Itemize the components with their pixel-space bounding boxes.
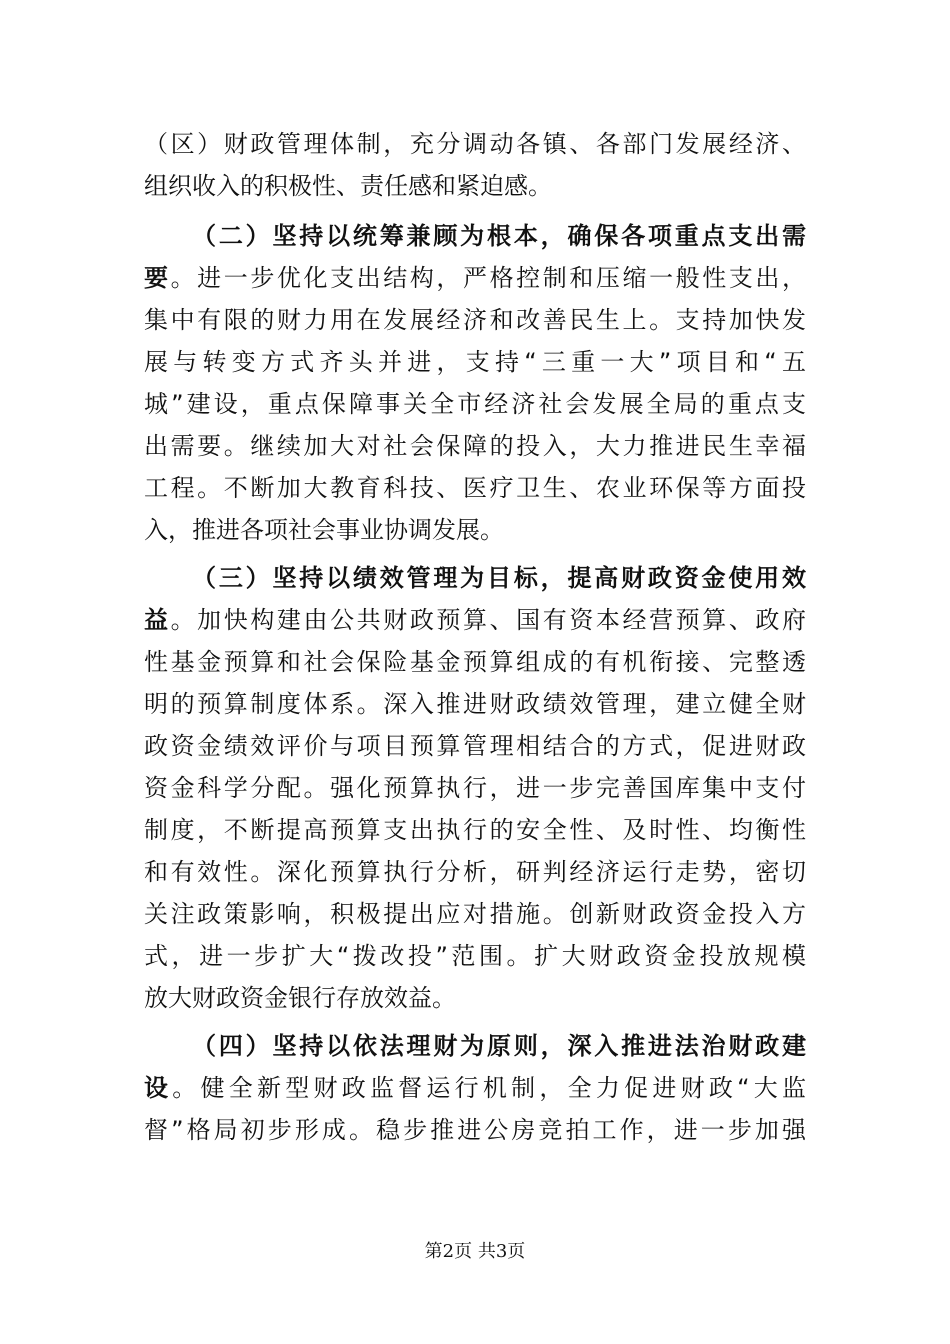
paragraph-line: 资金科学分配。强化预算执行，进一步完善国库集中支付: [144, 774, 806, 802]
paragraph-line: 益。加快构建由公共财政预算、国有资本经营预算、政府: [144, 606, 806, 634]
paragraph-line: 展与转变方式齐头并进，支持“三重一大”项目和“五: [144, 348, 806, 376]
paragraph-line: （区）财政管理体制，充分调动各镇、各部门发展经济、: [144, 130, 806, 158]
paragraph-line: 出需要。继续加大对社会保障的投入，大力推进民生幸福: [144, 432, 806, 460]
section-heading-4: （四）坚持以依法理财为原则，深入推进法治财政建: [192, 1032, 806, 1060]
paragraph-line: 工程。不断加大教育科技、医疗卫生、农业环保等方面投: [144, 474, 806, 502]
paragraph-line: 式，进一步扩大“拨改投”范围。扩大财政资金投放规模: [144, 942, 806, 970]
paragraph-line: 明的预算制度体系。深入推进财政绩效管理，建立健全财: [144, 690, 806, 718]
page-number-footer: 第2页 共3页: [424, 1241, 526, 1262]
section-heading-3-end: 益: [144, 606, 171, 634]
paragraph-line: 组织收入的积极性、责任感和紧迫感。: [144, 172, 552, 200]
paragraph-line: 性基金预算和社会保险基金预算组成的有机衔接、完整透: [144, 648, 806, 676]
paragraph-line: 政资金绩效评价与项目预算管理相结合的方式，促进财政: [144, 732, 806, 760]
section-heading-3: （三）坚持以绩效管理为目标，提高财政资金使用效: [192, 564, 806, 592]
paragraph-line: 设。健全新型财政监督运行机制，全力促进财政“大监: [144, 1074, 806, 1102]
section-heading-4-end: 设: [144, 1074, 173, 1102]
paragraph-line: 要。进一步优化支出结构，严格控制和压缩一般性支出，: [144, 264, 806, 292]
paragraph-line: 集中有限的财力用在发展经济和改善民生上。支持加快发: [144, 306, 806, 334]
paragraph-line: 城”建设，重点保障事关全市经济社会发展全局的重点支: [144, 390, 806, 418]
paragraph-line: 督”格局初步形成。稳步推进公房竞拍工作，进一步加强: [144, 1116, 806, 1144]
paragraph-line: 入，推进各项社会事业协调发展。: [144, 516, 504, 544]
section-heading-2-end: 要: [144, 264, 171, 292]
section-heading-2: （二）坚持以统筹兼顾为根本，确保各项重点支出需: [192, 222, 806, 250]
paragraph-line: 和有效性。深化预算执行分析，研判经济运行走势，密切: [144, 858, 806, 886]
paragraph-line: 关注政策影响，积极提出应对措施。创新财政资金投入方: [144, 900, 806, 928]
paragraph-line: 放大财政资金银行存放效益。: [144, 984, 456, 1012]
paragraph-line: 制度，不断提高预算支出执行的安全性、及时性、均衡性: [144, 816, 806, 844]
